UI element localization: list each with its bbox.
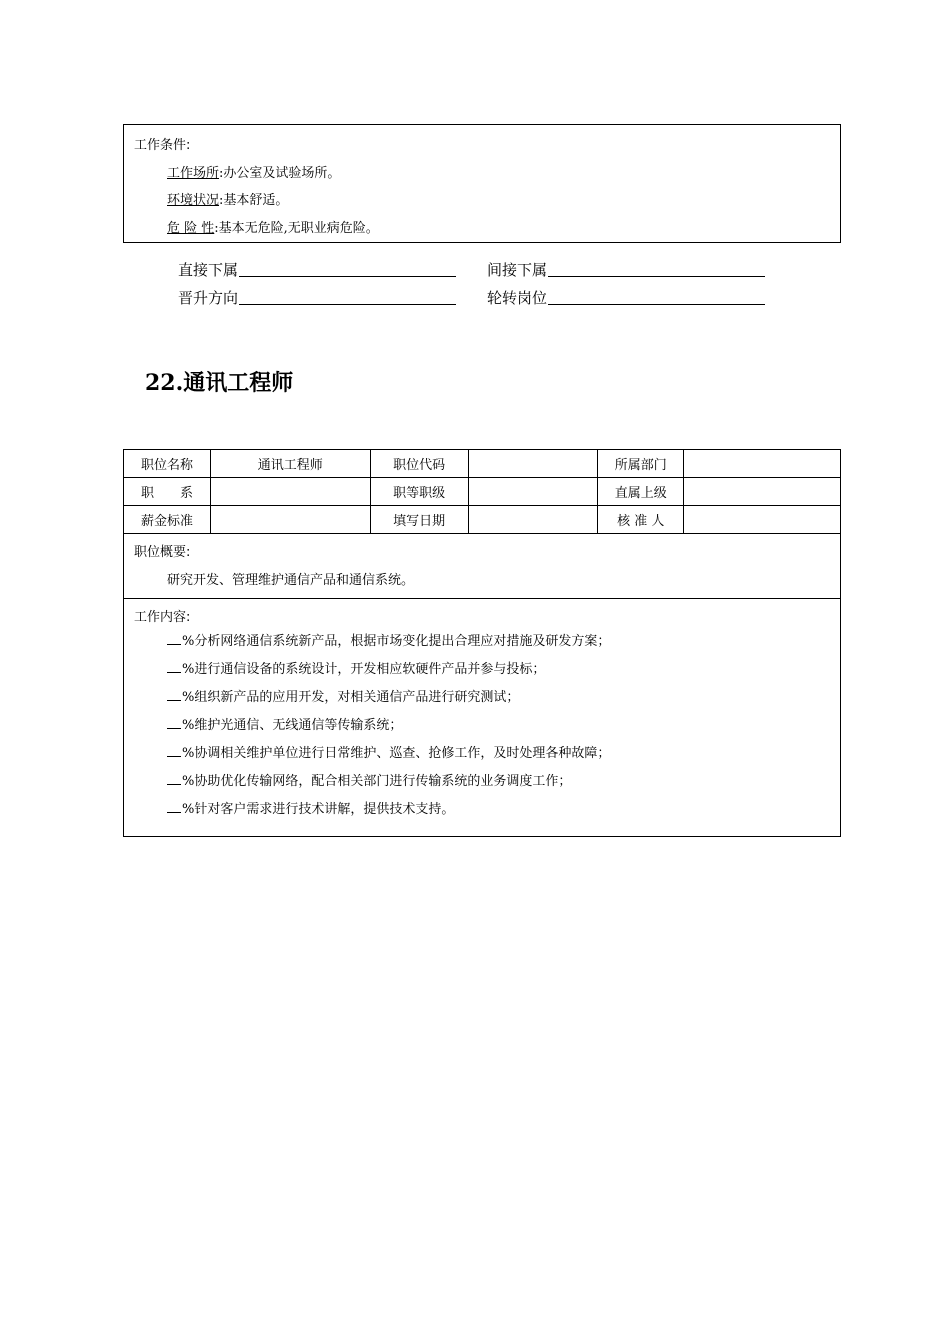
duty-text: %分析网络通信系统新产品，根据市场变化提出合理应对措施及研发方案； xyxy=(182,634,611,649)
hazard-value: :基本无危险,无职业病危险。 xyxy=(214,221,379,236)
list-item xyxy=(167,802,840,830)
job-description-table xyxy=(123,449,841,837)
indirect-subordinate-field xyxy=(487,259,765,280)
workplace-value: :办公室及试验场所。 xyxy=(219,166,341,181)
duty-blank xyxy=(167,634,181,645)
salary-value[interactable] xyxy=(210,506,370,534)
rotation-position-field xyxy=(487,287,765,308)
environment-value: :基本舒适。 xyxy=(219,193,289,208)
workplace-label: 工作场所 xyxy=(167,166,220,181)
duties-title: 工作内容: xyxy=(134,610,191,625)
table-row xyxy=(124,450,841,478)
direct-subordinate-label: 直接下属 xyxy=(178,261,239,279)
summary-text: 研究开发、管理维护通信产品和通信系统。 xyxy=(167,573,415,588)
position-name-value[interactable]: 通讯工程师 xyxy=(210,450,370,478)
promotion-direction-blank[interactable] xyxy=(239,303,456,305)
list-item xyxy=(167,718,840,746)
list-item xyxy=(167,634,840,662)
direct-subordinate-field xyxy=(178,259,456,280)
promotion-direction-label: 晋升方向 xyxy=(178,289,239,307)
indirect-subordinate-blank[interactable] xyxy=(548,275,765,277)
rotation-position-label: 轮转岗位 xyxy=(487,289,548,307)
list-item xyxy=(167,662,840,690)
work-conditions-title: 工作条件: xyxy=(134,138,191,153)
table-row xyxy=(124,534,841,599)
department-label: 所属部门 xyxy=(598,450,684,478)
approver-value[interactable] xyxy=(684,506,841,534)
grade-label: 职等职级 xyxy=(370,478,468,506)
grade-value[interactable] xyxy=(468,478,598,506)
duty-blank xyxy=(167,802,181,813)
table-row xyxy=(124,599,841,837)
duties-list xyxy=(124,634,840,830)
series-value[interactable] xyxy=(210,478,370,506)
duty-text: %组织新产品的应用开发，对相关通信产品进行研究测试； xyxy=(182,690,520,705)
indirect-subordinate-label: 间接下属 xyxy=(487,261,548,279)
position-name-label: 职位名称 xyxy=(124,450,211,478)
date-value[interactable] xyxy=(468,506,598,534)
work-conditions-box xyxy=(123,124,841,243)
environment-row xyxy=(167,189,288,208)
salary-label: 薪金标准 xyxy=(124,506,211,534)
list-item xyxy=(167,746,840,774)
summary-cell xyxy=(124,534,841,599)
approver-label: 核 准 人 xyxy=(598,506,684,534)
duty-text: %协助优化传输网络，配合相关部门进行传输系统的业务调度工作； xyxy=(182,774,572,789)
series-label: 职 系 xyxy=(124,478,211,506)
table-row xyxy=(124,506,841,534)
department-value[interactable] xyxy=(684,450,841,478)
duty-blank xyxy=(167,774,181,785)
duty-blank xyxy=(167,662,181,673)
date-label: 填写日期 xyxy=(370,506,468,534)
workplace-row xyxy=(167,162,340,181)
duty-text: %协调相关维护单位进行日常维护、巡查、抢修工作，及时处理各种故障； xyxy=(182,746,611,761)
direct-subordinate-blank[interactable] xyxy=(239,275,456,277)
list-item xyxy=(167,690,840,718)
supervisor-value[interactable] xyxy=(684,478,841,506)
position-code-label: 职位代码 xyxy=(370,450,468,478)
promotion-direction-field xyxy=(178,287,456,308)
supervisor-label: 直属上级 xyxy=(598,478,684,506)
summary-title: 职位概要: xyxy=(134,545,191,560)
environment-label: 环境状况 xyxy=(167,193,220,208)
duty-blank xyxy=(167,746,181,757)
table-row xyxy=(124,478,841,506)
duty-blank xyxy=(167,718,181,729)
hazard-label: 危 险 性 xyxy=(167,221,215,236)
duty-text: %针对客户需求进行技术讲解，提供技术支持。 xyxy=(182,802,455,817)
duty-blank xyxy=(167,690,181,701)
list-item xyxy=(167,774,840,802)
rotation-position-blank[interactable] xyxy=(548,303,765,305)
duties-cell xyxy=(124,599,841,837)
duty-text: %进行通信设备的系统设计，开发相应软硬件产品并参与投标； xyxy=(182,662,546,677)
duty-text: %维护光通信、无线通信等传输系统； xyxy=(182,718,403,733)
hazard-row xyxy=(167,217,379,236)
position-code-value[interactable] xyxy=(468,450,598,478)
section-title: 22.通讯工程师 xyxy=(145,370,294,396)
